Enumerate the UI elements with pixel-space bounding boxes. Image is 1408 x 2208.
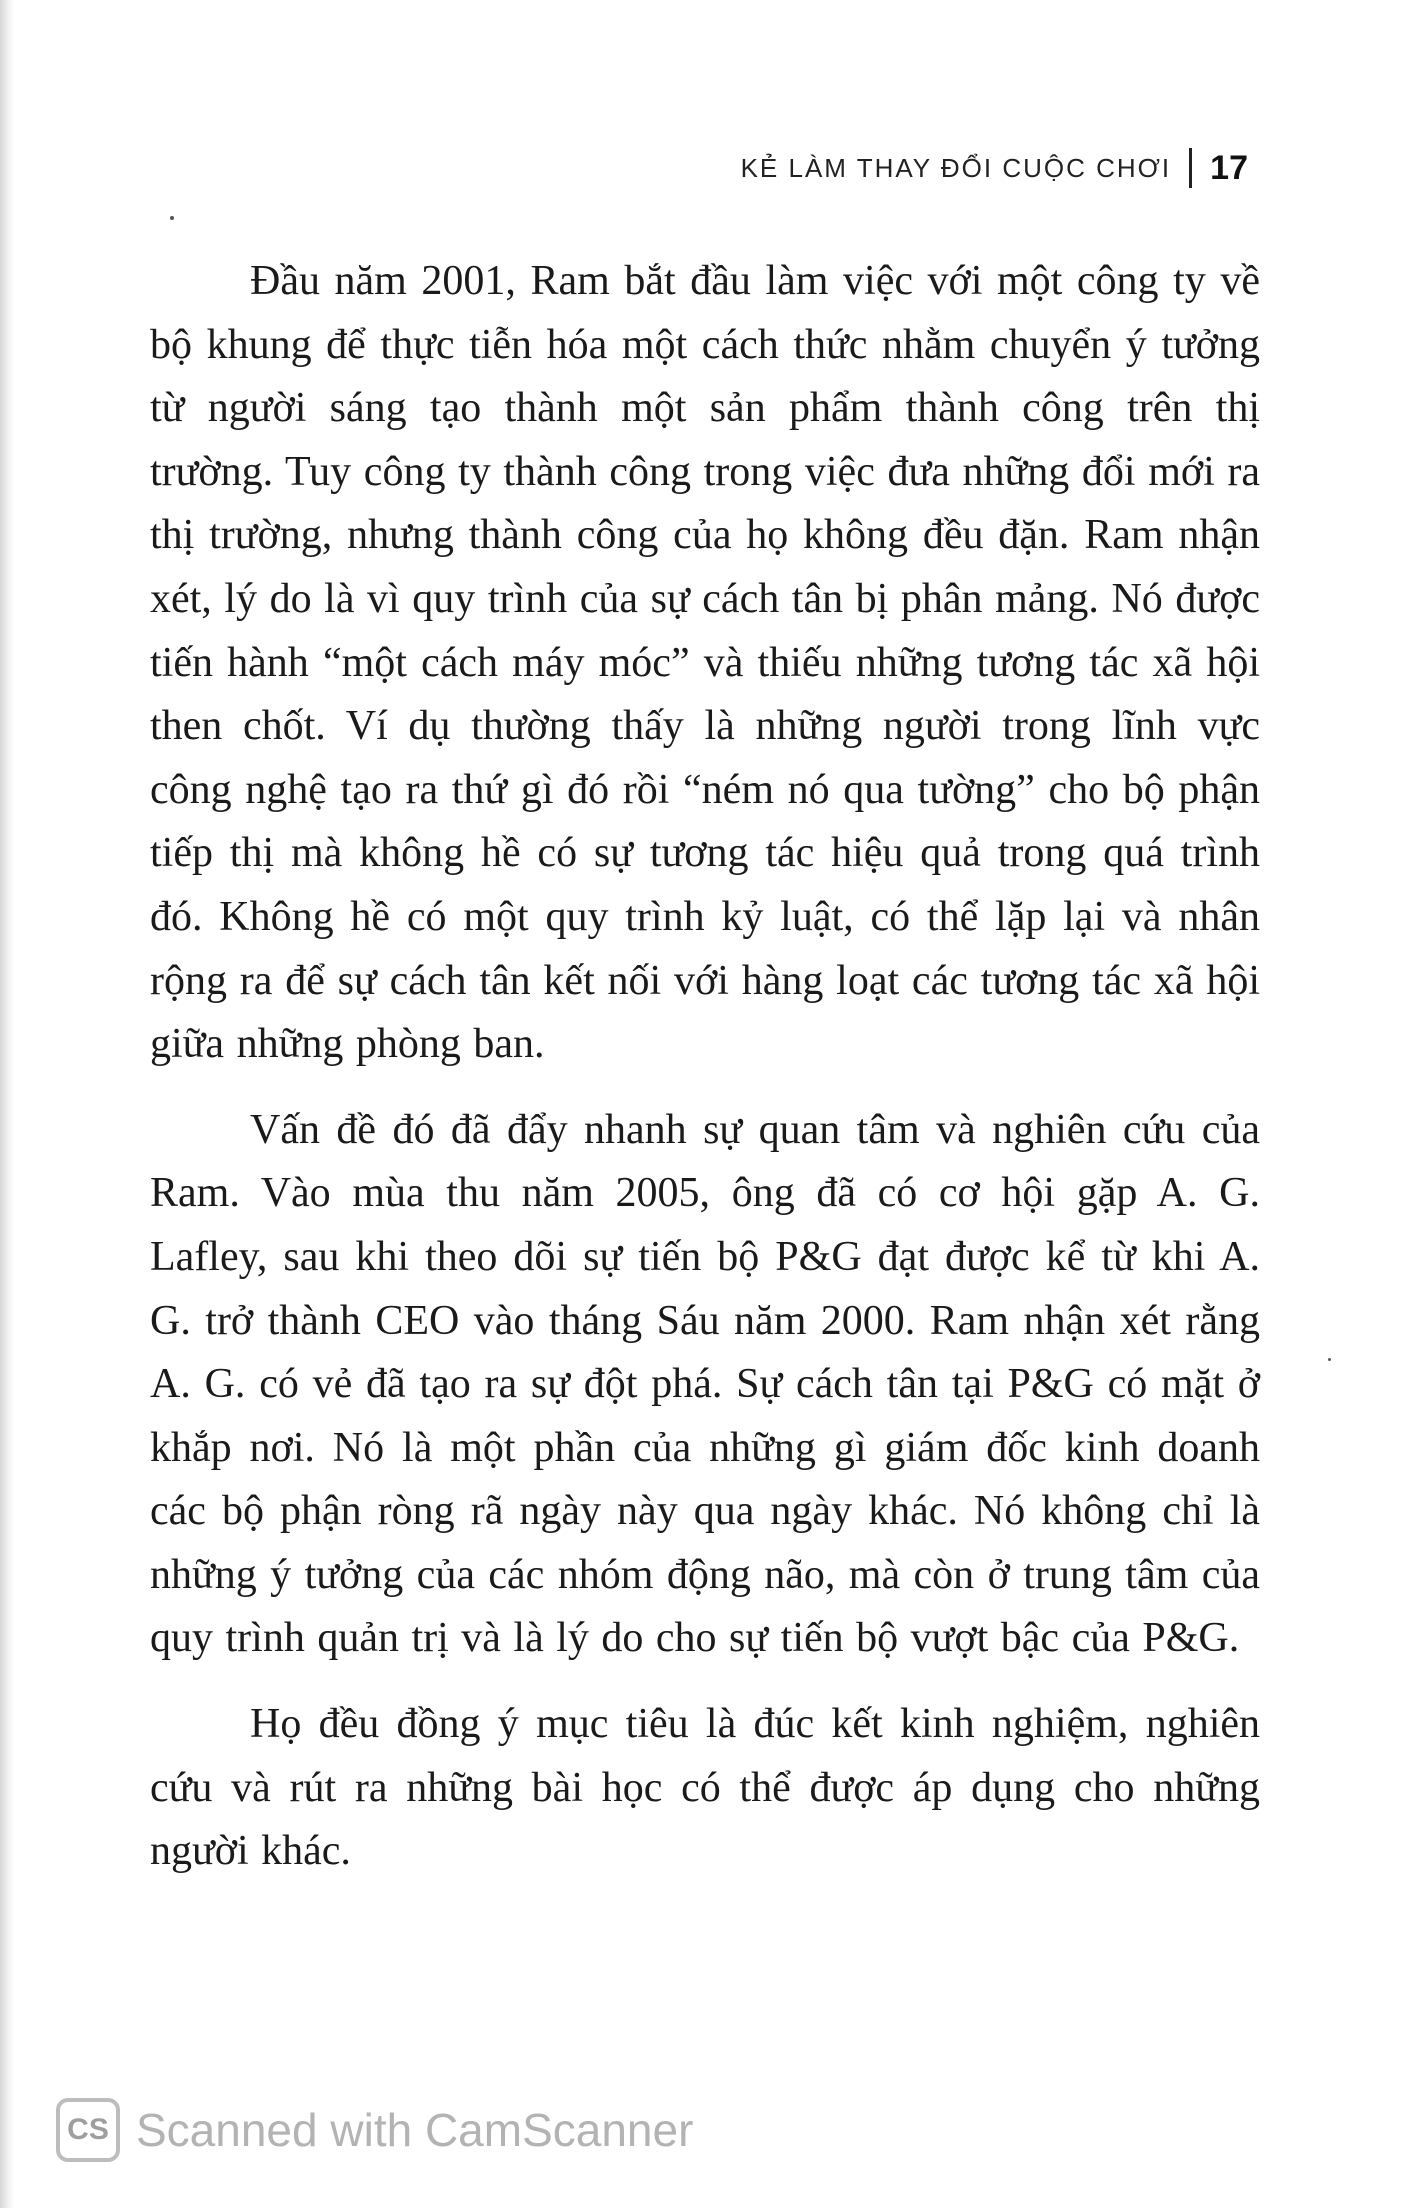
paragraph-2: Vấn đề đó đã đẩy nhanh sự quan tâm và nghiên cứu của Ram. Vào mùa thu năm 2005, ông đã có cơ hội gặp A. G. Lafley, sau khi theo dõi sự tiến bộ P&G đạt được kể từ khi A. G. trở thành CEO vào tháng Sáu năm 2000. Ram nhận xét rằng A. G. có vẻ đã tạo ra sự đột phá. Sự cách tân tại P&G có mặt ở khắp nơi. Nó là một phần của những gì giám đốc kinh doanh các bộ phận ròng rã ngày này qua ngày khác. Nó không chỉ là những ý tưởng của các nhóm động não, mà còn ở trung tâm của quy trình quản trị và là lý do cho sự tiến bộ vượt bậc của P&G. xyxy=(150,1106,1260,1662)
scan-edge-shadow xyxy=(0,0,14,2208)
paragraph-3: Họ đều đồng ý mục tiêu là đúc kết kinh nghiệm, nghiên cứu và rút ra những bài học có thể được áp dụng cho những người khác. xyxy=(150,1701,1260,1875)
body-text xyxy=(150,250,1260,1906)
scan-speck xyxy=(170,216,174,220)
scan-speck xyxy=(1328,1358,1331,1361)
page-number: 17 xyxy=(1210,148,1248,187)
paragraph-1: Đầu năm 2001, Ram bắt đầu làm việc với một công ty về bộ khung để thực tiễn hóa một cách thức nhằm chuyển ý tưởng từ người sáng tạo thành một sản phẩm thành công trên thị trường. Tuy công ty thành công trong việc đưa những đổi mới ra thị trường, nhưng thành công của họ không đều đặn. Ram nhận xét, lý do là vì quy trình của sự cách tân bị phân mảng. Nó được tiến hành “một cách máy móc” và thiếu những tương tác xã hội then chốt. Ví dụ thường thấy là những người trong lĩnh vực công nghệ tạo ra thứ gì đó rồi “ném nó qua tường” cho bộ phận tiếp thị mà không hề có sự tương tác hiệu quả trong quá trình đó. Không hề có một quy trình kỷ luật, có thể lặp lại và nhân rộng ra để sự cách tân kết nối với hàng loạt các tương tác xã hội giữa những phòng ban. xyxy=(150,258,1260,1068)
running-title: KẺ LÀM THAY ĐỔI CUỘC CHƠI xyxy=(740,152,1172,183)
header-divider xyxy=(1189,148,1192,188)
camscanner-watermark xyxy=(56,2098,693,2162)
running-header xyxy=(741,148,1248,188)
camscanner-logo-icon: CS xyxy=(56,2098,120,2162)
watermark-text: Scanned with CamScanner xyxy=(136,2104,694,2156)
